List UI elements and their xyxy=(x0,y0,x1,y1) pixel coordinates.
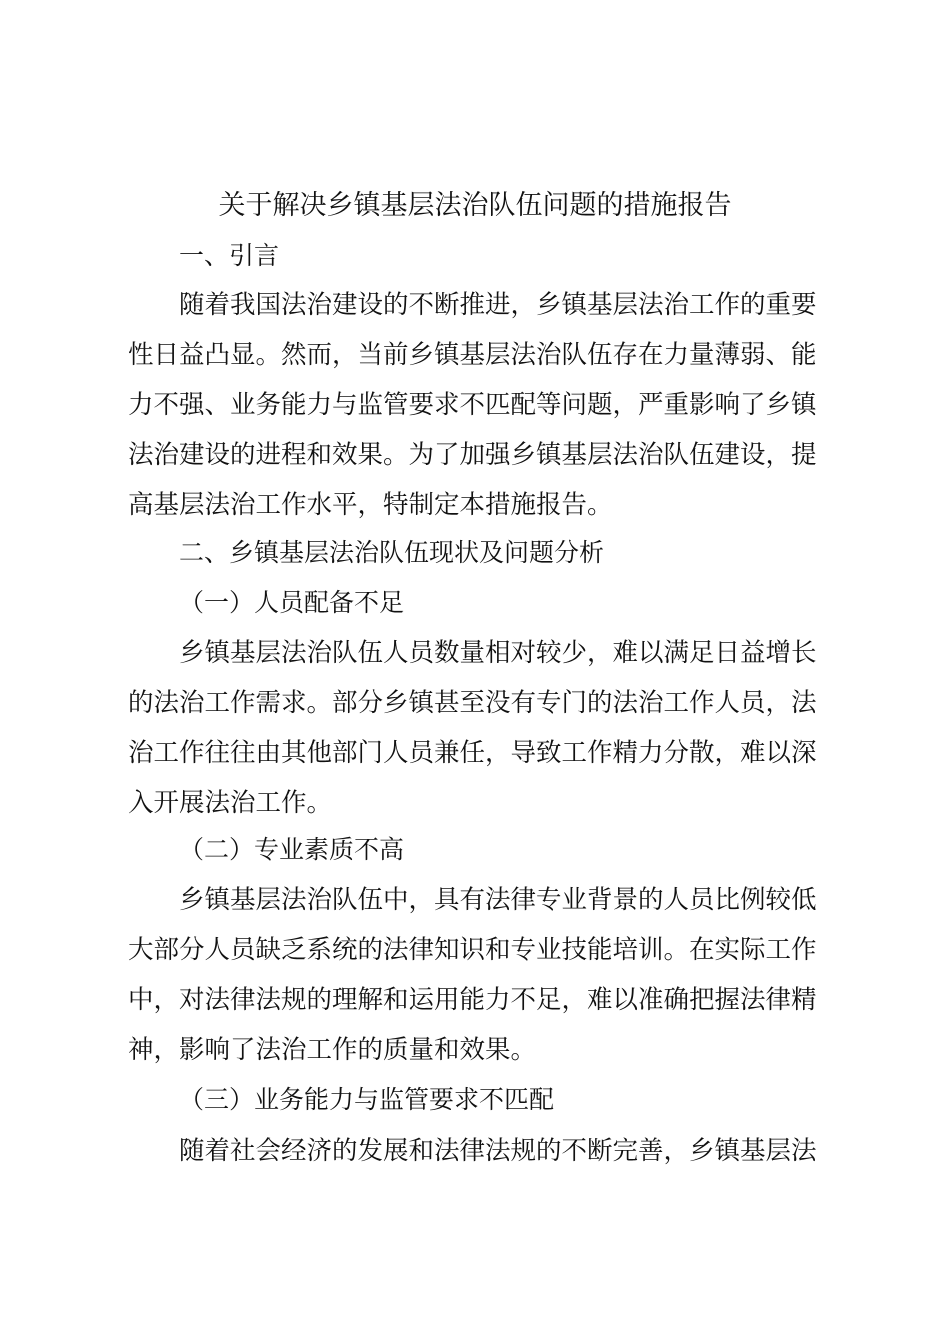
subsection-heading-capability-mismatch: （三）业务能力与监管要求不匹配 xyxy=(179,1085,555,1114)
paragraph-line: 入开展法治工作。 xyxy=(128,788,333,818)
paragraph-professional-quality xyxy=(128,875,834,1075)
paragraph-line: 乡镇基层法治队伍人员数量相对较少，难以满足日益增长 xyxy=(179,638,817,668)
paragraph-line: 的法治工作需求。部分乡镇甚至没有专门的法治工作人员，法 xyxy=(128,688,817,718)
paragraph-line: 随着我国法治建设的不断推进，乡镇基层法治工作的重要 xyxy=(179,290,817,320)
section-heading-status-analysis: 二、乡镇基层法治队伍现状及问题分析 xyxy=(179,538,605,567)
paragraph-line: 治工作往往由其他部门人员兼任，导致工作精力分散，难以深 xyxy=(128,738,817,768)
paragraph-line: 中，对法律法规的理解和运用能力不足，难以准确把握法律精 xyxy=(128,985,817,1015)
paragraph-line: 随着社会经济的发展和法律法规的不断完善，乡镇基层法 xyxy=(179,1136,817,1166)
paragraph-introduction xyxy=(128,280,834,530)
paragraph-line: 高基层法治工作水平，特制定本措施报告。 xyxy=(128,490,613,520)
paragraph-capability-mismatch xyxy=(128,1126,834,1176)
subsection-heading-staffing: （一）人员配备不足 xyxy=(179,588,405,617)
paragraph-line: 神，影响了法治工作的质量和效果。 xyxy=(128,1035,537,1065)
paragraph-line: 法治建设的进程和效果。为了加强乡镇基层法治队伍建设，提 xyxy=(128,440,817,470)
subsection-heading-professional-quality: （二）专业素质不高 xyxy=(179,835,405,864)
paragraph-line: 大部分人员缺乏系统的法律知识和专业技能培训。在实际工作 xyxy=(128,935,817,965)
paragraph-line: 力不强、业务能力与监管要求不匹配等问题，严重影响了乡镇 xyxy=(128,390,817,420)
paragraph-staffing xyxy=(128,628,834,828)
paragraph-line: 乡镇基层法治队伍中，具有法律专业背景的人员比例较低 xyxy=(179,885,817,915)
section-heading-introduction: 一、引言 xyxy=(179,241,280,270)
paragraph-line: 性日益凸显。然而，当前乡镇基层法治队伍存在力量薄弱、能 xyxy=(128,340,817,370)
document-title: 关于解决乡镇基层法治队伍问题的措施报告 xyxy=(218,190,732,221)
